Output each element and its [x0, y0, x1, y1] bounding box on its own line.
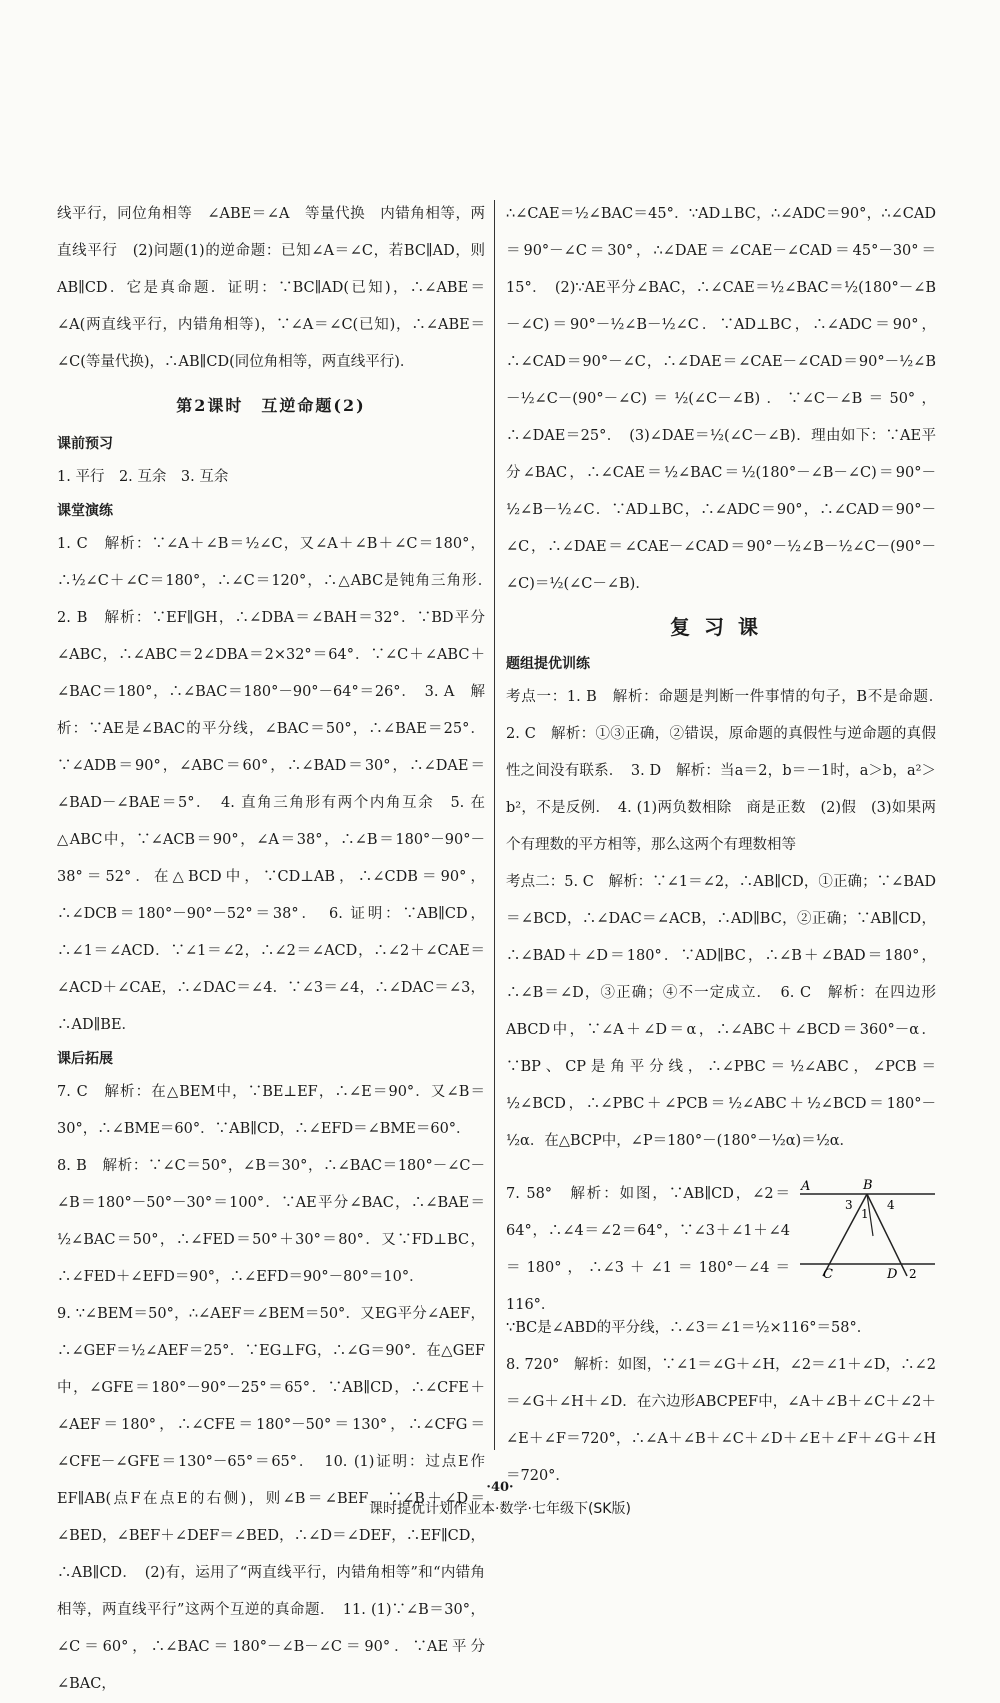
continued-answer-text: 线平行，同位角相等 ∠ABE＝∠A 等量代换 内错角相等，两直线平行 (2)问题(1)的逆命题：已知∠A＝∠C，若BC∥AD，则AB∥CD．它是真命题．证明：∵BC∥AD(已知)，∴∠ABE＝∠A(两直线平行，内错角相等)，∵∠A＝∠C(已知)，∴∠ABE＝∠C(等量代换)，∴AB∥CD(同位角相等，两直线平行)．	[57, 206, 485, 370]
figure-side-text	[506, 1176, 790, 1324]
label-d: D	[887, 1267, 898, 1282]
review-answers: 考点一：1. B 解析：命题是判断一件事情的句子，B不是命题． 2. C 解析：①③正确，②错误，原命题的真假性与逆命题的真假性之间没有联系． 3. D 解析：当a＝2，b＝－1时，a＞b，a²＞b²，不是反例． 4. (1)两负数相除 商是正数 (2)假 (3)如果两个有理数的平方相等，那么这两个有理数相等 考点二：5. C 解析：∵∠1＝∠2，∴AB∥CD，①正确；∵∠BAD＝∠BCD，∴∠DAC＝∠ACB，∴AD∥BC，②正确；∵AB∥CD，∴∠BAD＋∠D＝180°．∵AD∥BC，∴∠B＋∠BAD＝180°，∴∠B＝∠D，③正确；④不一定成立． 6. C 解析：在四边形ABCD中，∵∠A＋∠D＝α，∴∠ABC＋∠BCD＝360°－α．∵BP、CP是角平分线，∴∠PBC＝½∠ABC，∠PCB＝½∠BCD，∴∠PBC＋∠PCB＝½∠ABC＋½∠BCD＝180°－½α．在△BCP中，∠P＝180°－(180°－½α)＝½α．	[506, 689, 936, 1149]
parallel-lines-figure	[795, 1176, 940, 1286]
right-column	[506, 196, 936, 1160]
extension-answers: 7. C 解析：在△BEM中，∵BE⊥EF，∴∠E＝90°．又∠B＝30°，∴∠BME＝60°．∵AB∥CD，∴∠EFD＝∠BME＝60°． 8. B 解析：∵∠C＝50°，∠B＝30°，∴∠BAC＝180°－∠C－∠B＝180°－50°－30°＝100°．∵AE平分∠BAC，∴∠BAE＝½∠BAC＝50°，∴∠FED＝50°＋30°＝80°．又∵FD⊥BC，∴∠FED＋∠EFD＝90°，∴∠EFD＝90°－80°＝10°． 9. ∵∠BEM＝50°，∴∠AEF＝∠BEM＝50°．又EG平分∠AEF，∴∠GEF＝½∠AEF＝25°．∵EG⊥FG，∴∠G＝90°．在△GEF中，∠GFE＝180°－90°－25°＝65°．∵AB∥CD，∴∠CFE＋∠AEF＝180°，∴∠CFE＝180°－50°＝130°，∴∠CFG＝∠CFE－∠GFE＝130°－65°＝65°． 10. (1)证明：过点E作EF∥AB(点F在点E的右侧)，则∠B＝∠BEF．∵∠B＋∠D＝∠BED，∠BEF＋∠DEF＝∠BED，∴∠D＝∠DEF，∴EF∥CD，∴AB∥CD． (2)有，运用了“两直线平行，内错角相等”和“内错角相等，两直线平行”这两个互逆的真命题． 11. (1)∵∠B＝30°，∠C＝60°，∴∠BAC＝180°－∠B－∠C＝90°．∵AE平分∠BAC，	[57, 1084, 485, 1692]
label-4: 4	[887, 1198, 895, 1212]
after-figure-text	[506, 1310, 936, 1495]
column-divider	[494, 200, 495, 1450]
answer-7-text: 7. 58° 解析：如图，∵AB∥CD，∠2＝64°，∴∠4＝∠2＝64°，∵∠3＋∠1＋∠4＝180°，∴∠3＋∠1＝180°－∠4＝116°．	[506, 1186, 790, 1313]
review-title: 复习课	[670, 615, 772, 639]
preview-answers: 1. 平行 2. 互余 3. 互余	[57, 469, 229, 485]
label-2: 2	[909, 1267, 917, 1281]
classwork-answers: 1. C 解析：∵∠A＋∠B＝½∠C，又∠A＋∠B＋∠C＝180°，∴½∠C＋∠C＝180°，∴∠C＝120°，∴△ABC是钝角三角形． 2. B 解析：∵EF∥GH，∴∠DBA＝∠BAH＝32°．∵BD平分∠ABC，∴∠ABC＝2∠DBA＝2×32°＝64°．∵∠C＋∠ABC＋∠BAC＝180°，∴∠BAC＝180°－90°－64°＝26°． 3. A 解析：∵AE是∠BAC的平分线，∠BAC＝50°，∴∠BAE＝25°．∵∠ADB＝90°，∠ABC＝60°，∴∠BAD＝30°，∴∠DAE＝∠BAD－∠BAE＝5°． 4. 直角三角形有两个内角互余 5. 在△ABC中，∵∠ACB＝90°，∠A＝38°，∴∠B＝180°－90°－38°＝52°．在△BCD中，∵CD⊥AB，∴∠CDB＝90°，∴∠DCB＝180°－90°－52°＝38°． 6. 证明：∵AB∥CD，∴∠1＝∠ACD．∵∠1＝∠2，∴∠2＝∠ACD，∴∠2＋∠CAE＝∠ACD＋∠CAE，∴∠DAC＝∠4．∵∠3＝∠4，∴∠DAC＝∠3，∴AD∥BE．	[57, 536, 500, 1033]
label-a: A	[801, 1179, 811, 1194]
continued-answer-text-right: ∴∠CAE＝½∠BAC＝45°．∵AD⊥BC，∴∠ADC＝90°，∴∠CAD＝90°－∠C＝30°，∴∠DAE＝∠CAE－∠CAD＝45°－30°＝15°． (2)∵AE平分∠BAC，∴∠CAE＝½∠BAC＝½(180°－∠B－∠C)＝90°－½∠B－½∠C．∵AD⊥BC，∴∠ADC＝90°，∴∠CAD＝90°－∠C，∴∠DAE＝∠CAE－∠CAD＝90°－½∠B－½∠C－(90°－∠C)＝½(∠C－∠B)．∵∠C－∠B＝50°，∴∠DAE＝25°． (3)∠DAE＝½(∠C－∠B)．理由如下：∵AE平分∠BAC，∴∠CAE＝½∠BAC＝½(180°－∠B－∠C)＝90°－½∠B－½∠C．∵AD⊥BC，∴∠ADC＝90°，∴∠CAD＝90°－∠C，∴∠DAE＝∠CAE－∠CAD＝90°－½∠B－½∠C－(90°－∠C)＝½(∠C－∠B)．	[506, 206, 936, 592]
page-footer: 课时提优计划作业本·数学·七年级下(SK版)	[369, 1501, 631, 1517]
subheading-preview: 课前预习	[57, 436, 113, 452]
label-b: B	[863, 1178, 873, 1193]
subheading-classwork: 课堂演练	[57, 503, 113, 519]
label-1: 1	[861, 1207, 869, 1221]
subheading-review: 题组提优训练	[506, 656, 590, 672]
label-c: C	[823, 1267, 833, 1282]
answer-8-text: ∵BC是∠ABD的平分线，∴∠3＝∠1＝½×116°＝58°． 8. 720° 解析：如图，∵∠1＝∠G＋∠H，∠2＝∠1＋∠D，∴∠2＝∠G＋∠H＋∠D．在六边形ABCPEF中，∠A＋∠B＋∠C＋∠2＋∠E＋∠F＝720°，∴∠A＋∠B＋∠C＋∠D＋∠E＋∠F＋∠G＋∠H＝720°．	[506, 1320, 936, 1484]
subheading-extension: 课后拓展	[57, 1051, 113, 1067]
label-3: 3	[845, 1198, 853, 1212]
section-title: 第2课时 互逆命题(2)	[176, 396, 366, 415]
page-number: ·40·	[486, 1480, 514, 1495]
